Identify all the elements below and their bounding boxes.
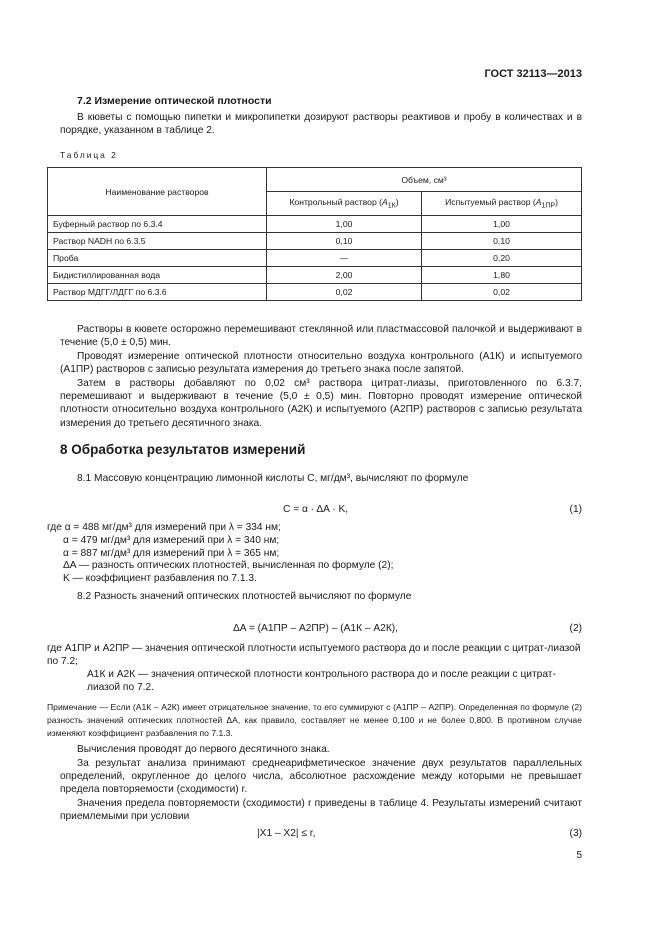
equation-number-3: (3)	[569, 828, 582, 839]
row-name: Буферный раствор по 6.3.4	[48, 216, 267, 233]
row-test: 1,00	[422, 216, 582, 233]
table-2	[47, 167, 582, 301]
row-test: 0,10	[422, 233, 582, 250]
table-caption: Таблица 2	[60, 150, 118, 160]
where-list-1	[47, 522, 582, 586]
row-test: 1,80	[422, 267, 582, 284]
page-number: 5	[576, 850, 582, 861]
row-control: 2,00	[267, 267, 422, 284]
paragraph-measure-2: Затем в растворы добавляют по 0,02 см³ раствора цитрат-лиазы, приготовленного по 6.3.7, перемешивают и выдерживают в течение (5,0 ± 0,5) мин. Повторно проводят измерение оптической плотности относительно воздуха контрольного (A2К) и испытуемого (A2ПР) растворов с записью результата измерения до третьего десятичного знака.	[60, 378, 582, 429]
row-control: —	[267, 250, 422, 267]
table-row	[48, 267, 582, 284]
row-name: Раствор NADH по 6.3.5	[48, 233, 267, 250]
where-item: ΔA — разность оптических плотностей, вычисленная по формуле (2);	[63, 560, 394, 572]
paragraph-calc: Вычисления проводят до первого десятичного знака.	[77, 744, 330, 755]
equation-number-2: (2)	[569, 623, 582, 634]
formula-2: ΔA = (A1ПР – A2ПР) – (A1К – A2К),	[233, 623, 398, 634]
paragraph-result: За результат анализа принимают среднеарифметическое значение двух результатов параллельных определений, округленное до целого числа, абсолютное расхождение между которыми не превышает предела повторяемости (сходимости) r.	[60, 758, 582, 796]
where-item: K — коэффициент разбавления по 7.1.3.	[63, 573, 257, 585]
col-header-name: Наименование растворов	[48, 168, 267, 216]
row-control: 0,02	[267, 284, 422, 301]
where-item: α = 887 мг/дм³ для измерений при λ = 365 нм;	[63, 547, 280, 559]
paragraph-8-1: 8.1 Массовую концентрацию лимонной кислоты C, мг/дм³, вычисляют по формуле	[77, 473, 469, 484]
row-name: Раствор МДГГ/ЛДГГ по 6.3.6	[48, 284, 267, 301]
formula-3: |X1 – X2| ≤ r,	[257, 828, 316, 839]
paragraph-8-2: 8.2 Разность значений оптических плотностей вычисляют по формуле	[77, 591, 412, 602]
row-control: 0,10	[267, 233, 422, 250]
section-7-2-intro: В кюветы с помощью пипетки и микропипетки дозируют растворы реактивов и пробу в количествах и в порядке, указанном в таблице 2.	[60, 112, 582, 137]
equation-number-1: (1)	[569, 504, 582, 515]
table-row	[48, 233, 582, 250]
paragraph-mixing: Растворы в кювете осторожно перемешивают стеклянной или пластмассовой палочкой и выдерживают в течение (5,0 ± 0,5) мин.	[60, 324, 582, 349]
paragraph-limits: Значения предела повторяемости (сходимости) r приведены в таблице 4. Результаты измерений считают приемлемыми при условии	[60, 798, 582, 823]
paragraph-measure-1: Проводят измерение оптической плотности относительно воздуха контрольного (A1К) и испытуемого (A1ПР) растворов с записью результата измерения до третьего знака после запятой.	[60, 351, 582, 376]
table-row	[48, 250, 582, 267]
where-item: где α = 488 мг/дм³ для измерений при λ = 334 нм;	[47, 522, 281, 533]
document-header: ГОСТ 32113—2013	[484, 68, 582, 80]
col-header-control: Контрольный раствор $(A_{1К})$	[267, 192, 422, 216]
formula-1: C = α · ΔA · K,	[283, 504, 349, 515]
col-header-test: Испытуемый раствор $(A_{1ПР})$	[422, 192, 582, 216]
row-control: 1,00	[267, 216, 422, 233]
note: Примечание — Если (A1К – A2К) имеет отрицательное значение, то его суммируют с (A1ПР – A2ПР). Определенная по формуле (2) разность значений оптических плотностей ΔA, как правило, составляет не менее 0,100 и не более 0,800. В противном случае изменяют коэффициент разбавления по 7.1.3.	[47, 702, 582, 738]
where-item-b: A1К и A2К — значения оптической плотности контрольного раствора до и после реакции с цитрат-лиазой по 7.2.	[87, 669, 556, 693]
row-test: 0,20	[422, 250, 582, 267]
row-test: 0,02	[422, 284, 582, 301]
where-item: α = 479 мг/дм³ для измерений при λ = 340 нм;	[63, 534, 280, 546]
row-name: Проба	[48, 250, 267, 267]
section-7-2-title: 7.2 Измерение оптической плотности	[77, 95, 272, 107]
table-row	[48, 216, 582, 233]
section-8-title: 8 Обработка результатов измерений	[60, 442, 306, 457]
table-row	[48, 284, 582, 301]
row-name: Бидистиллированная вода	[48, 267, 267, 284]
col-header-volume: Объем, см³	[267, 168, 582, 192]
where-item-a: где A1ПР и A2ПР — значения оптической плотности испытуемого раствора до и после реакции с цитрат-лиазой по 7.2;	[47, 643, 581, 667]
